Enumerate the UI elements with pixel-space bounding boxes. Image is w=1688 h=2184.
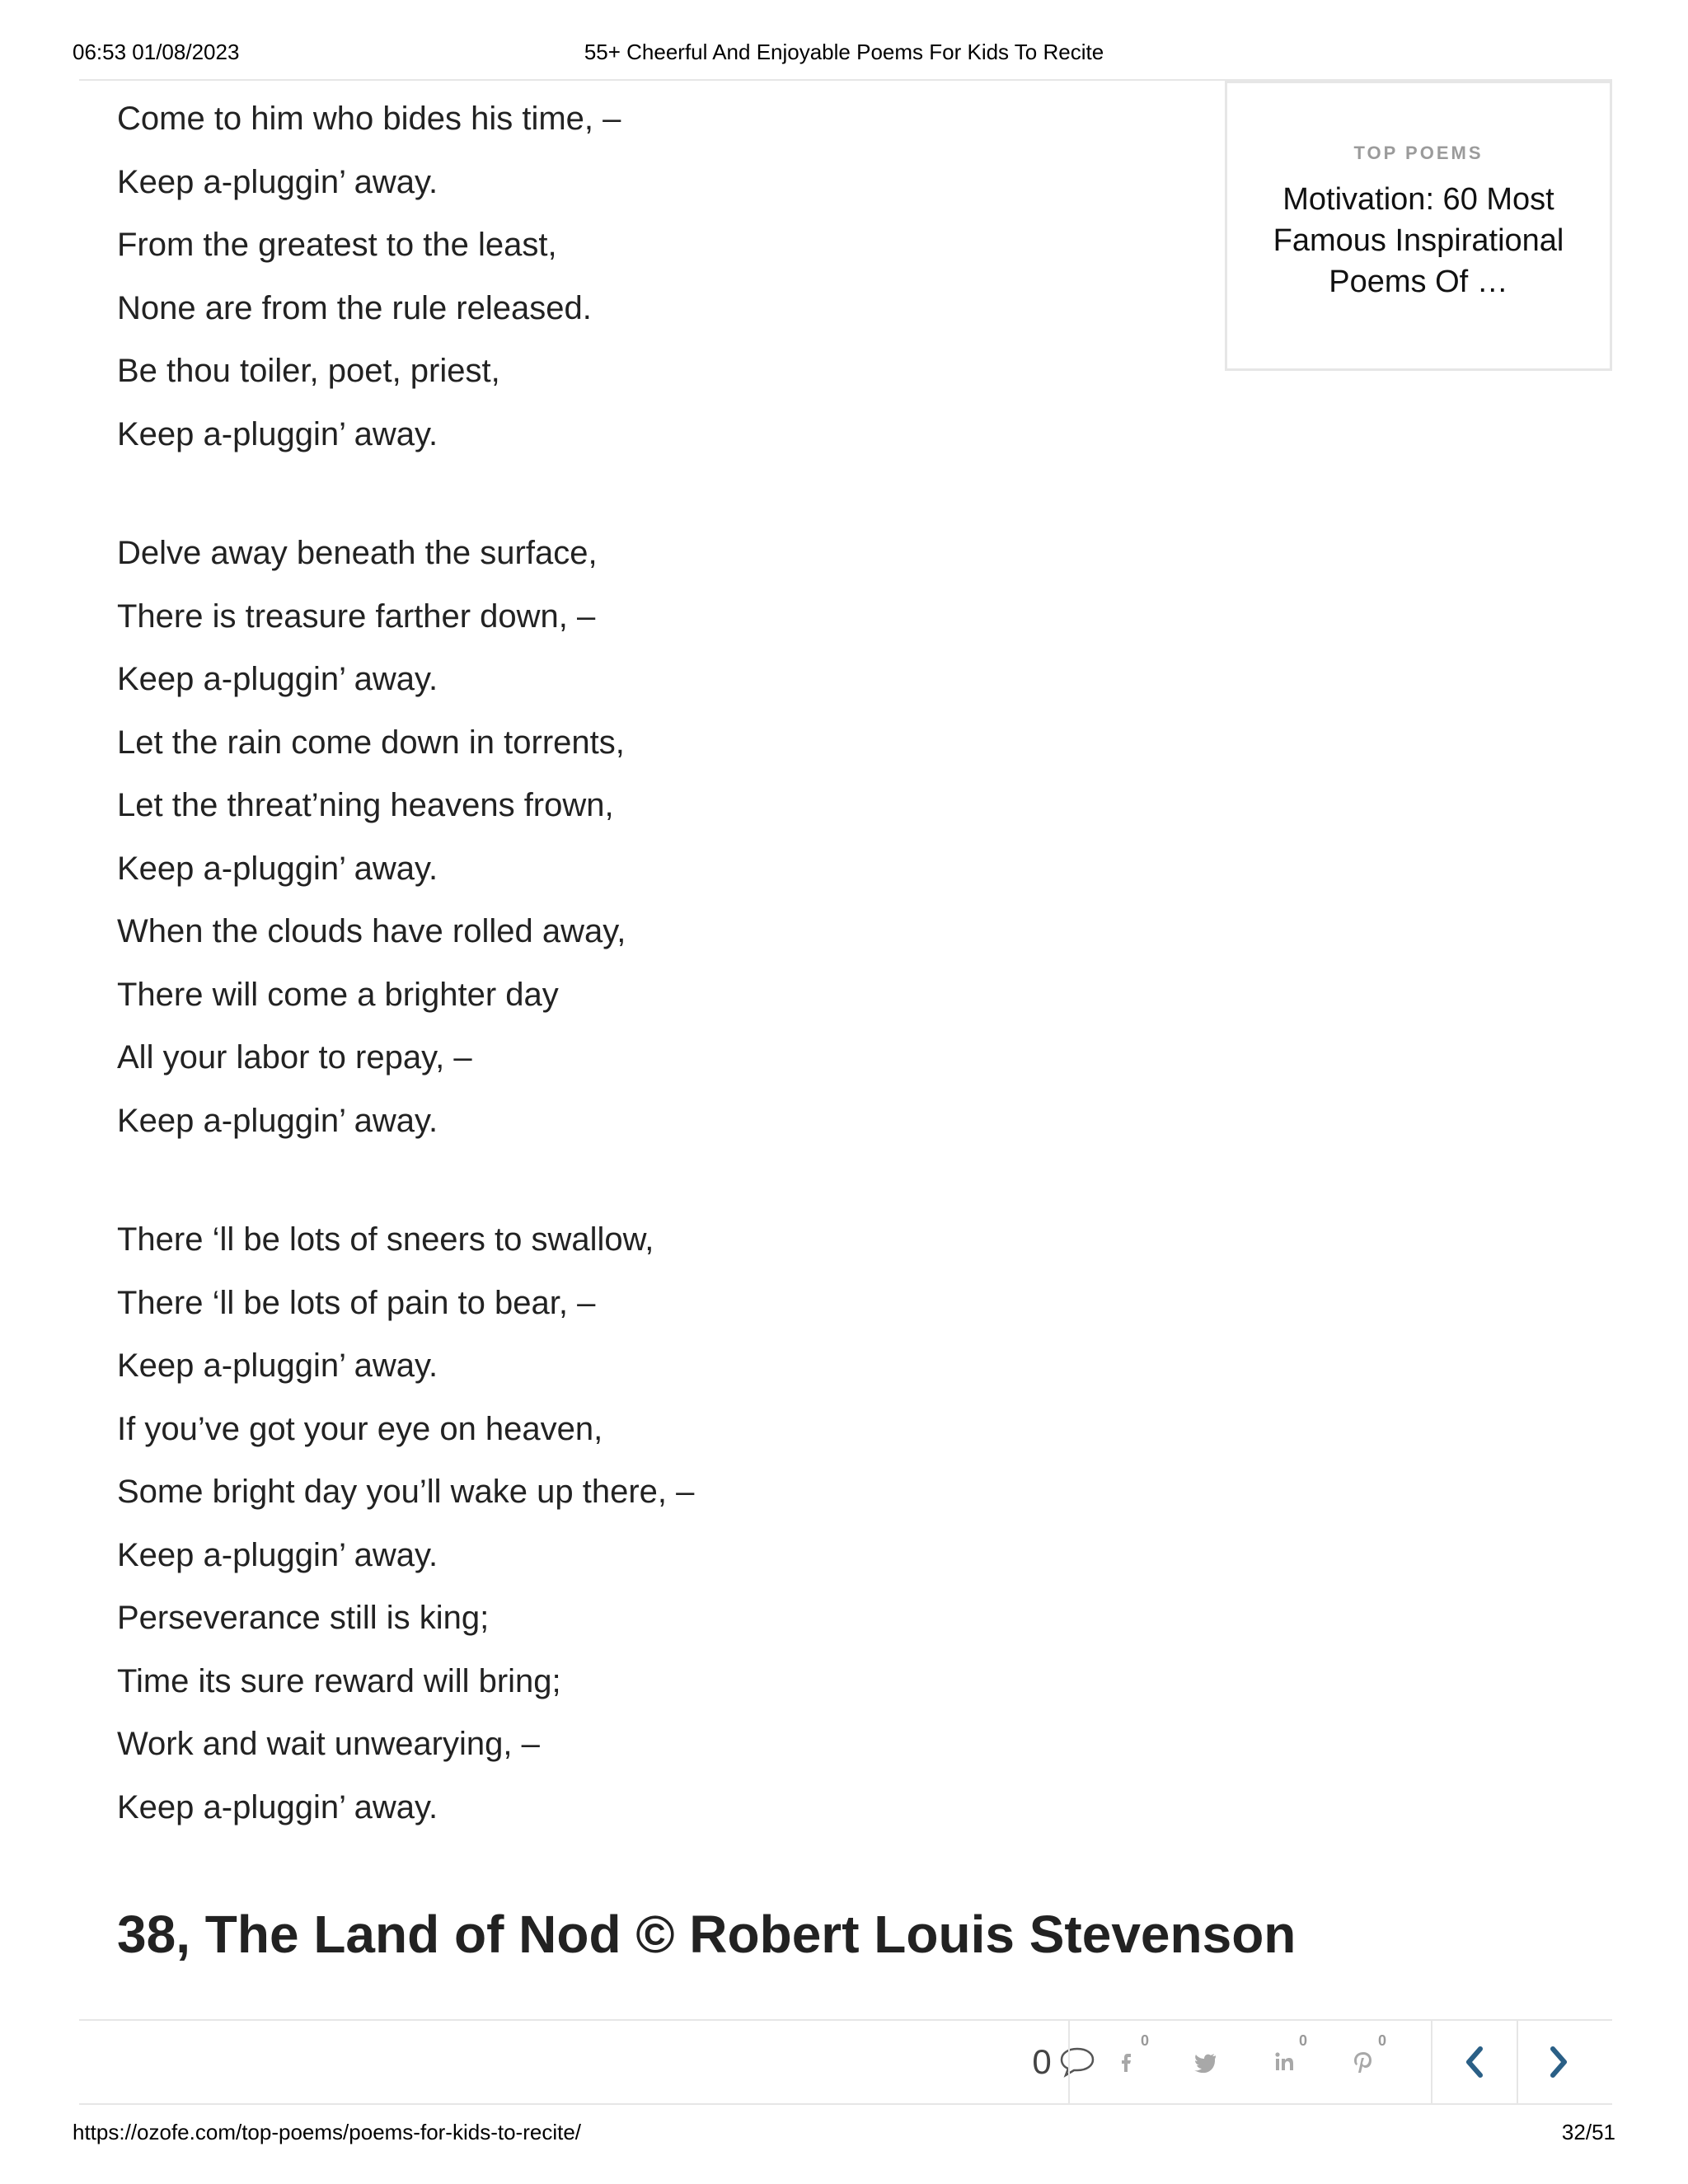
- linkedin-icon: [1269, 2047, 1299, 2077]
- next-post-button[interactable]: [1518, 2021, 1601, 2103]
- poem-line: There is treasure farther down, –: [117, 598, 596, 635]
- poem-line: All your labor to repay, –: [117, 1039, 472, 1076]
- poem-line: Keep a-pluggin’ away.: [117, 1788, 438, 1825]
- page-url: https://ozofe.com/top-poems/poems-for-kids-to-recite/: [73, 2120, 582, 2144]
- poem-line: Time its sure reward will bring;: [117, 1662, 561, 1699]
- poem-line: Keep a-pluggin’ away.: [117, 1536, 438, 1573]
- poem-line: When the clouds have rolled away,: [117, 913, 626, 949]
- article-action-bar: [79, 2019, 1612, 2105]
- poem-line: Perseverance still is king;: [117, 1600, 490, 1636]
- poem-line: There will come a brighter day: [117, 976, 559, 1013]
- top-poems-widget: [1225, 81, 1612, 371]
- poem-body: [117, 87, 1189, 1895]
- poem-line: None are from the rule released.: [117, 289, 592, 326]
- page-number: 32/51: [1561, 2120, 1615, 2144]
- poem-line: Work and wait unwearying, –: [117, 1726, 540, 1762]
- share-facebook-button[interactable]: [1086, 2021, 1165, 2103]
- poem-line: Keep a-pluggin’ away.: [117, 415, 438, 452]
- pinterest-icon: [1348, 2047, 1378, 2077]
- widget-label: TOP POEMS: [1353, 143, 1484, 163]
- facebook-icon: [1111, 2047, 1141, 2077]
- share-count: 0: [1377, 2032, 1386, 2049]
- share-count: 0: [1298, 2032, 1307, 2049]
- stanza: [117, 87, 1189, 466]
- comment-count: 0: [1032, 2042, 1052, 2081]
- previous-post-button[interactable]: [1432, 2021, 1515, 2103]
- poem-line: Keep a-pluggin’ away.: [117, 163, 438, 200]
- chevron-right-icon: [1545, 2044, 1574, 2080]
- poem-line: If you’ve got your eye on heaven,: [117, 1410, 603, 1447]
- print-title: 55+ Cheerful And Enjoyable Poems For Kids To Recite: [584, 40, 1104, 64]
- share-twitter-button[interactable]: [1165, 2021, 1245, 2103]
- poem-line: Keep a-pluggin’ away.: [117, 850, 438, 887]
- share-linkedin-button[interactable]: [1245, 2021, 1324, 2103]
- poem-line: Keep a-pluggin’ away.: [117, 1347, 438, 1384]
- poem-line: Let the rain come down in torrents,: [117, 724, 625, 761]
- print-datetime: 06:53 01/08/2023: [73, 40, 240, 64]
- stanza: [117, 1208, 1189, 1839]
- poem-line: There ‘ll be lots of sneers to swallow,: [117, 1221, 654, 1258]
- chevron-left-icon: [1459, 2044, 1489, 2080]
- share-count: 0: [1140, 2032, 1149, 2049]
- poem-line: From the greatest to the least,: [117, 227, 557, 263]
- poem-line: Be thou toiler, poet, priest,: [117, 353, 500, 389]
- poem-line: Keep a-pluggin’ away.: [117, 1102, 438, 1139]
- poem-line: Some bright day you’ll wake up there, –: [117, 1474, 695, 1510]
- stanza: [117, 522, 1189, 1152]
- poem-line: Let the threat’ning heavens frown,: [117, 787, 614, 823]
- poem-line: Keep a-pluggin’ away.: [117, 661, 438, 697]
- twitter-icon: [1190, 2047, 1220, 2077]
- poem-line: There ‘ll be lots of pain to bear, –: [117, 1284, 596, 1321]
- top-poem-link[interactable]: Motivation: 60 Most Famous Inspirational Poems Of …: [1273, 182, 1564, 299]
- divider: [1068, 2021, 1070, 2103]
- poem-line: Delve away beneath the surface,: [117, 535, 598, 571]
- poem-line: Come to him who bides his time, –: [117, 101, 621, 137]
- section-heading: 38, The Land of Nod © Robert Louis Stevenson: [117, 1905, 1296, 1964]
- share-pinterest-button[interactable]: [1324, 2021, 1403, 2103]
